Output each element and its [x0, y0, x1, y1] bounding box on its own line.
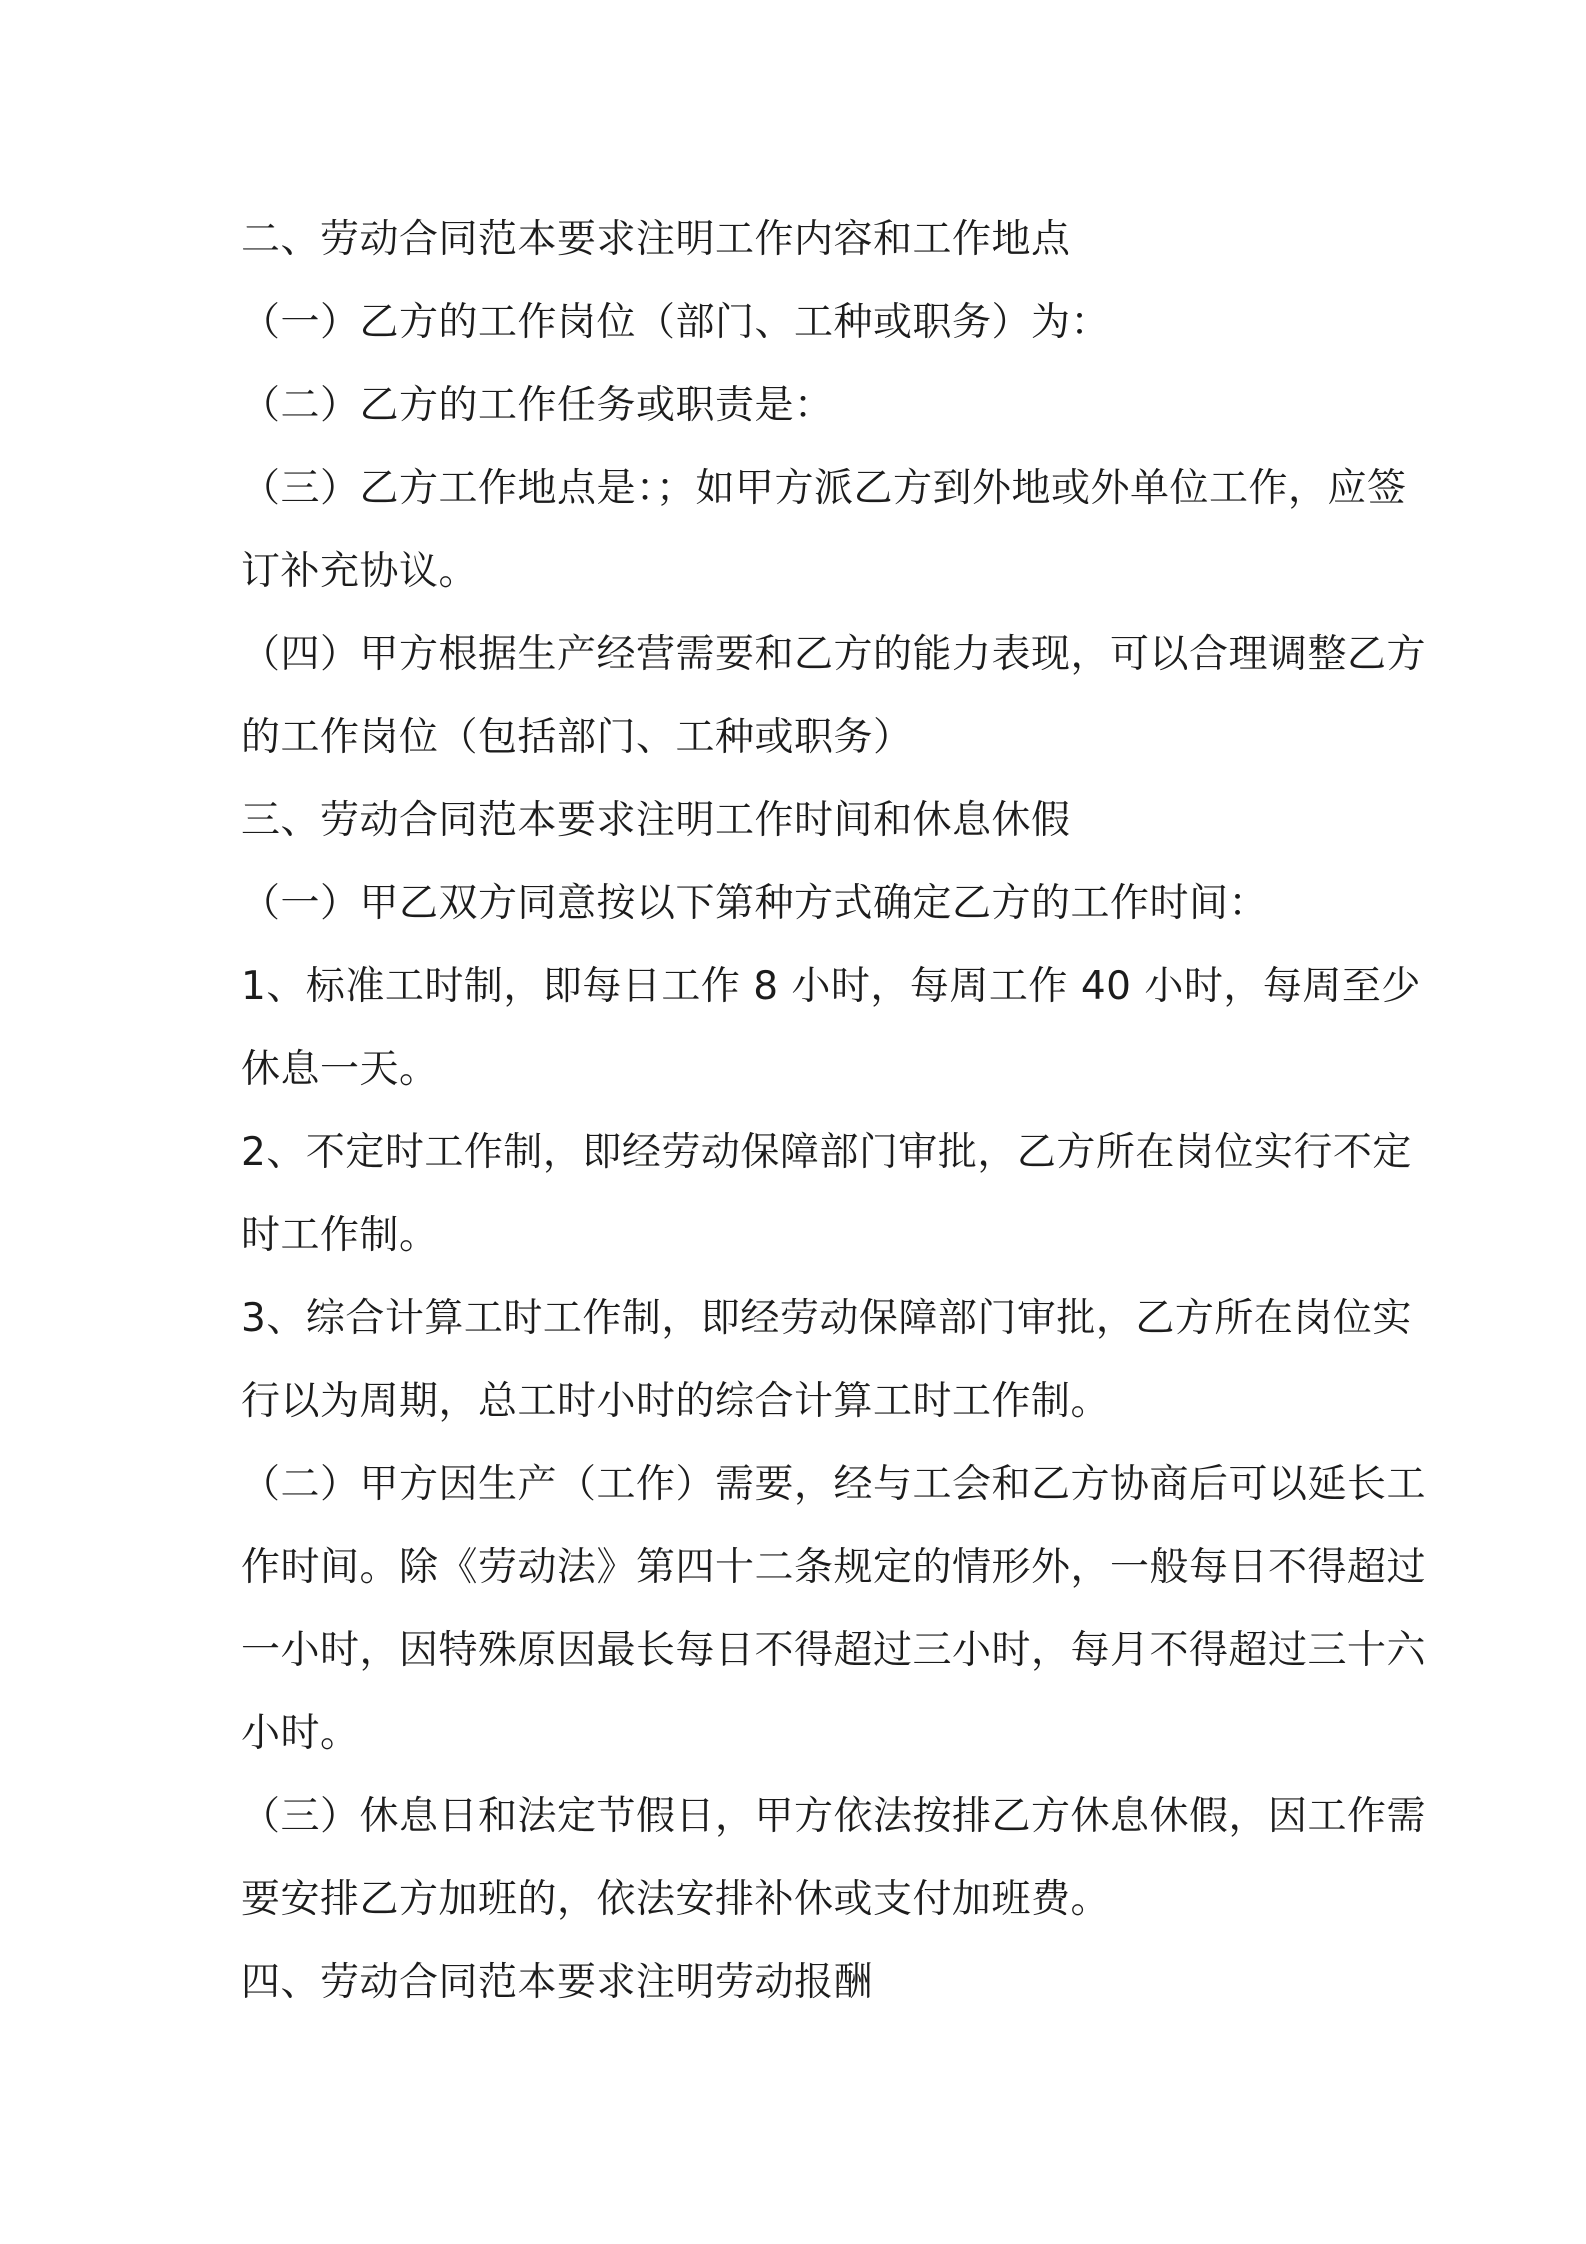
paragraph-line: （一）乙方的工作岗位（部门、工种或职务）为：: [241, 300, 1111, 345]
paragraph-line: （二）乙方的工作任务或职责是：: [241, 383, 834, 428]
paragraph-line: 一小时，因特殊原因最长每日不得超过三小时，每月不得超过三十六: [241, 1628, 1427, 1673]
paragraph-line: 1、标准工时制，即每日工作 8 小时，每周工作 40 小时，每周至少: [241, 964, 1421, 1009]
document-body: [241, 198, 1427, 2024]
paragraph-line: （三）休息日和法定节假日，甲方依法按排乙方休息休假，因工作需: [241, 1794, 1427, 1839]
paragraph-line: （三）乙方工作地点是：；如甲方派乙方到外地或外单位工作，应签: [241, 466, 1407, 511]
paragraph-line: 休息一天。: [241, 1047, 439, 1092]
paragraph-line: 订补充协议。: [241, 549, 479, 594]
paragraph-line: 作时间。除《劳动法》第四十二条规定的情形外，一般每日不得超过: [241, 1545, 1427, 1590]
paragraph-line: 行以为周期，总工时小时的综合计算工时工作制。: [241, 1379, 1111, 1424]
paragraph-line: 2、不定时工作制，即经劳动保障部门审批，乙方所在岗位实行不定: [241, 1130, 1412, 1175]
paragraph-line: （二）甲方因生产（工作）需要，经与工会和乙方协商后可以延长工: [241, 1462, 1427, 1507]
section-heading: 三、劳动合同范本要求注明工作时间和休息休假: [241, 798, 1071, 843]
paragraph-line: 小时。: [241, 1711, 360, 1756]
paragraph-line: （一）甲乙双方同意按以下第种方式确定乙方的工作时间：: [241, 881, 1269, 926]
section-heading: 二、劳动合同范本要求注明工作内容和工作地点: [241, 217, 1071, 262]
section-heading: 四、劳动合同范本要求注明劳动报酬: [241, 1960, 874, 2005]
paragraph-line: 时工作制。: [241, 1213, 439, 1258]
paragraph-line: 的工作岗位（包括部门、工种或职务）: [241, 715, 913, 760]
paragraph-line: 要安排乙方加班的，依法安排补休或支付加班费。: [241, 1877, 1111, 1922]
paragraph-line: （四）甲方根据生产经营需要和乙方的能力表现，可以合理调整乙方: [241, 632, 1427, 677]
paragraph-line: 3、综合计算工时工作制，即经劳动保障部门审批，乙方所在岗位实: [241, 1296, 1412, 1341]
